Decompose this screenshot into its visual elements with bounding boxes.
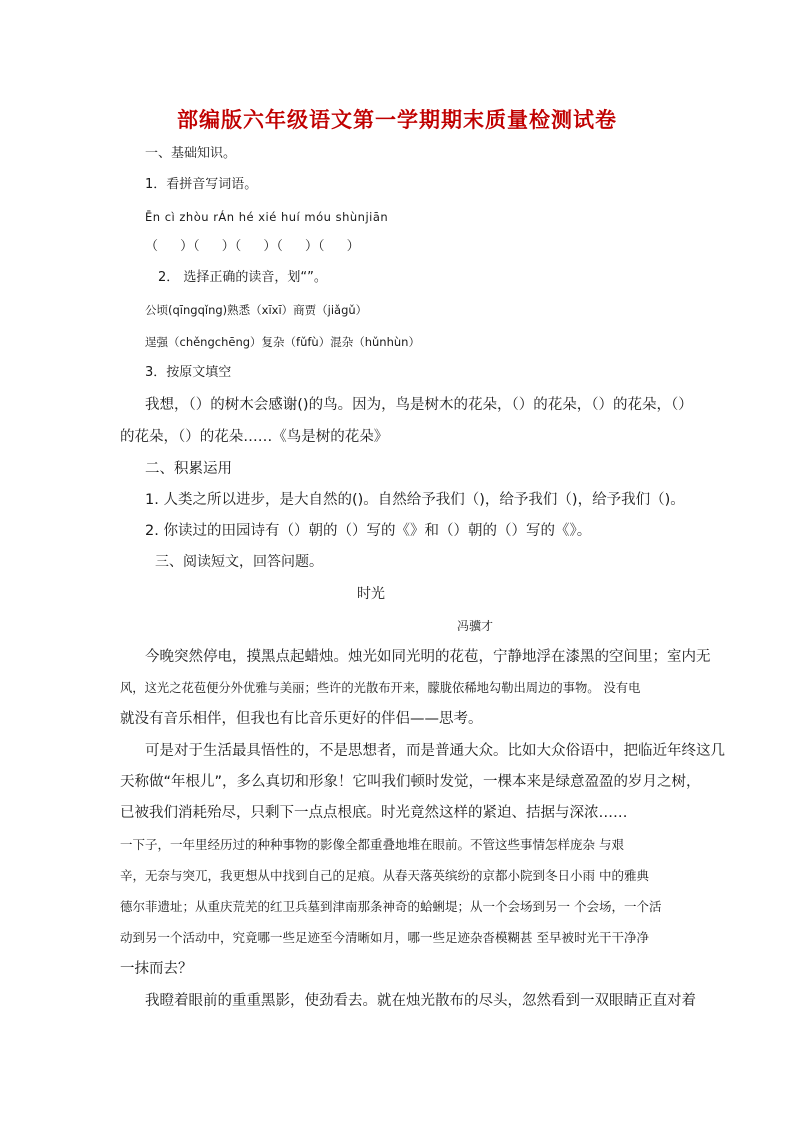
- paragraph-3-line-5: 一抹而去？: [120, 961, 193, 977]
- paragraph-1-line-1: 今晚突然停电，摸黑点起蜡烛。烛光如同光明的花苞，宁静地浮在漆黑的空间里；室内无: [145, 649, 711, 665]
- paragraph-3-line-4: 动到另一个活动中，究竟哪一些足迹至今清晰如月，哪一些足迹杂沓模糊甚 至早被时光干干净净: [120, 930, 649, 945]
- accumulate-q2: 2. 你读过的田园诗有（）朝的（）写的《》和（）朝的（）写的《》。: [145, 523, 592, 539]
- paragraph-3-line-3: 德尔菲遗址；从重庆荒芜的红卫兵墓到津南那条神奇的蛤蜊堤；从一个会场到另一 个会场，一个活: [120, 899, 662, 914]
- fill-text-line-2: 的花朵，（）的花朵……《鸟是树的花朵》: [120, 429, 389, 445]
- article-title: 时光: [357, 586, 385, 602]
- paragraph-1-line-2: 风，这光之花苞便分外优雅与美丽；些许的光散布开来，朦胧依稀地勾勒出周边的事物。 没有电: [120, 681, 641, 695]
- pronunciation-line-1: 公顷(qīngqǐng)熟悉（xīxī）商贾（jiǎgǔ）: [145, 303, 368, 317]
- paragraph-2-line-2: 天称做“年根儿”，多么真切和形象！它叫我们顿时发觉，一棵本来是绿意盈盈的岁月之树，: [120, 774, 701, 790]
- question-3-heading: 3．按原文填空: [145, 365, 232, 380]
- pronunciation-line-2: 逞强（chěngchēng）复杂（fǔfù）混杂（hǔnhùn）: [145, 335, 420, 349]
- section-heading-accumulate: 二、积累运用: [145, 461, 232, 477]
- paragraph-2-line-1: 可是对于生活最具悟性的，不是思想者，而是普通大众。比如大众俗语中，把临近年终这几: [145, 743, 725, 759]
- fill-text-line-1: 我想，（）的树木会感谢()的鸟。因为，鸟是树木的花朵，（）的花朵，（）的花朵，（）: [145, 397, 693, 413]
- paragraph-3-line-2: 辛，无奈与突兀，我更想从中找到自己的足痕。从春天落英缤纷的京都小院到冬日小雨 中的雅典: [120, 868, 649, 883]
- paragraph-4-line-1: 我瞪着眼前的重重黑影，使劲看去。就在烛光散布的尽头，忽然看到一双眼睛正直对着: [145, 993, 696, 1009]
- page-title: 部编版六年级语文第一学期期末质量检测试卷: [177, 108, 617, 132]
- section-heading-basic: 一、基础知识。: [145, 146, 237, 161]
- article-author: 冯骥才: [457, 619, 494, 633]
- accumulate-q1: 1. 人类之所以进步，是大自然的()。自然给予我们（)，给予我们（)，给予我们（)。: [145, 492, 685, 508]
- paragraph-2-line-3: 已被我们消耗殆尽，只剩下一点点根底。时光竟然这样的紧迫、拮据与深浓……: [120, 805, 628, 821]
- question-2-heading: 2． 选择正确的读音，划“”。: [158, 270, 327, 285]
- section-heading-reading: 三、阅读短文，回答问题。: [155, 554, 323, 570]
- paragraph-3-line-1: 一下子，一年里经历过的种种事物的影像全都重叠地堆在眼前。不管这些事情怎样庞杂 与艰: [120, 837, 624, 852]
- paragraph-1-line-3: 就没有音乐相伴，但我也有比音乐更好的伴侣——思考。: [120, 711, 483, 727]
- answer-blanks: （ ）（ ）（ ）（ ）（ ）: [145, 239, 360, 254]
- pinyin-line: Ēn cì zhòu rÁn hé xié huí móu shùnjiān: [145, 210, 389, 224]
- question-1-heading: 1．看拼音写词语。: [145, 177, 258, 192]
